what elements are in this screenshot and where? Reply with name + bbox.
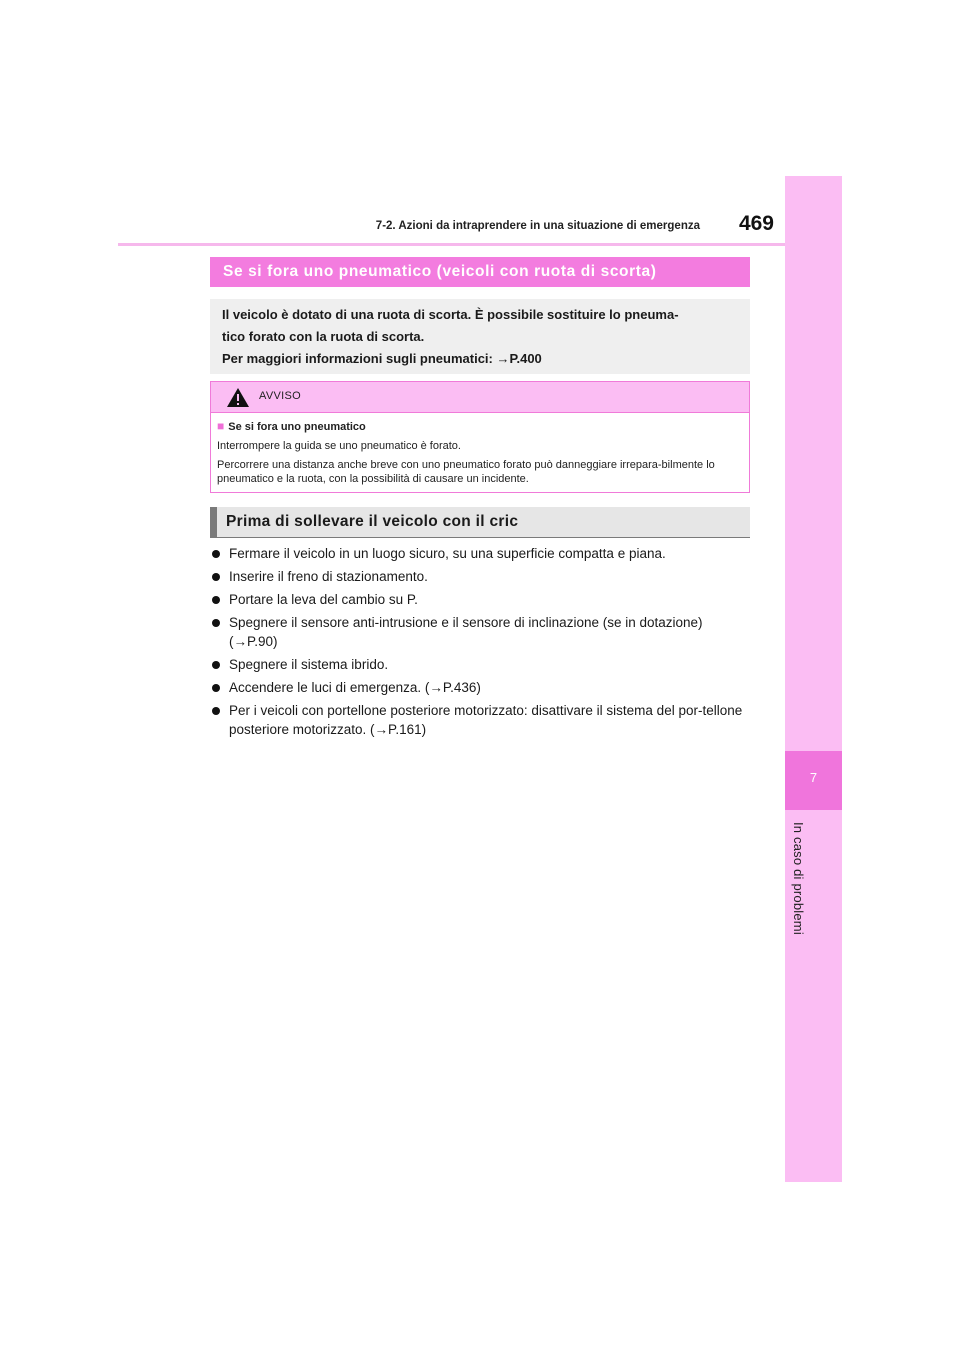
bullet-dot-icon	[212, 573, 220, 581]
bullet-dot-icon	[212, 684, 220, 692]
warning-label: AVVISO	[259, 390, 301, 402]
warning-subtitle-text: Se si fora uno pneumatico	[228, 421, 366, 433]
list-item: Spegnere il sensore anti-intrusione e il sensore di inclinazione (se in dotazione) (→P.90)	[210, 613, 750, 651]
bullet-dot-icon	[212, 619, 220, 627]
chapter-side-tab	[785, 176, 842, 1182]
bullet-dot-icon	[212, 550, 220, 558]
section-title-flat-tire: Se si fora uno pneumatico (veicoli con ruota di scorta)	[210, 257, 750, 287]
page-number: 469	[738, 212, 774, 235]
list-item: Spegnere il sistema ibrido.	[210, 655, 750, 674]
warning-subtitle	[217, 419, 743, 434]
preparation-list	[210, 544, 750, 743]
chapter-number: 7	[809, 770, 818, 785]
warning-paragraph: Percorrere una distanza anche breve con uno pneumatico forato può danneggiare irrepara-bilmente lo pneumatico e la ruota, con la possibilità di causare un incidente.	[217, 459, 715, 485]
bullet-dot-icon	[212, 661, 220, 669]
warning-triangle-icon	[226, 387, 250, 408]
chapter-title: In caso di problemi	[791, 822, 806, 935]
warning-box	[210, 381, 750, 493]
list-item: Fermare il veicolo in un luogo sicuro, su una superficie compatta e piana.	[210, 544, 750, 563]
intro-line: Il veicolo è dotato di una ruota di scorta. È possibile sostituire lo pneuma-	[222, 307, 679, 322]
intro-line-reference[interactable]: Per maggiori informazioni sugli pneumatici: →P.400	[222, 351, 542, 366]
intro-box	[210, 299, 750, 374]
intro-line: tico forato con la ruota di scorta.	[222, 329, 425, 344]
warning-header	[211, 382, 749, 413]
list-item: Per i veicoli con portellone posteriore motorizzato: disattivare il sistema del por-tellone posteriore motorizzato. (→P.161)	[210, 701, 750, 739]
bullet-dot-icon	[212, 707, 220, 715]
list-item: Inserire il freno di stazionamento.	[210, 567, 750, 586]
list-item: Portare la leva del cambio su P.	[210, 590, 750, 609]
list-item: Accendere le luci di emergenza. (→P.436)	[210, 678, 750, 697]
header-divider	[118, 243, 785, 246]
warning-body	[211, 413, 749, 486]
bullet-dot-icon	[212, 596, 220, 604]
section-breadcrumb: 7-2. Azioni da intraprendere in una situazione di emergenza	[375, 220, 700, 232]
warning-paragraph: Interrompere la guida se uno pneumatico è forato.	[217, 440, 461, 452]
section-title-jack: Prima di sollevare il veicolo con il cric	[210, 507, 750, 538]
square-bullet-icon: ■	[217, 419, 225, 433]
